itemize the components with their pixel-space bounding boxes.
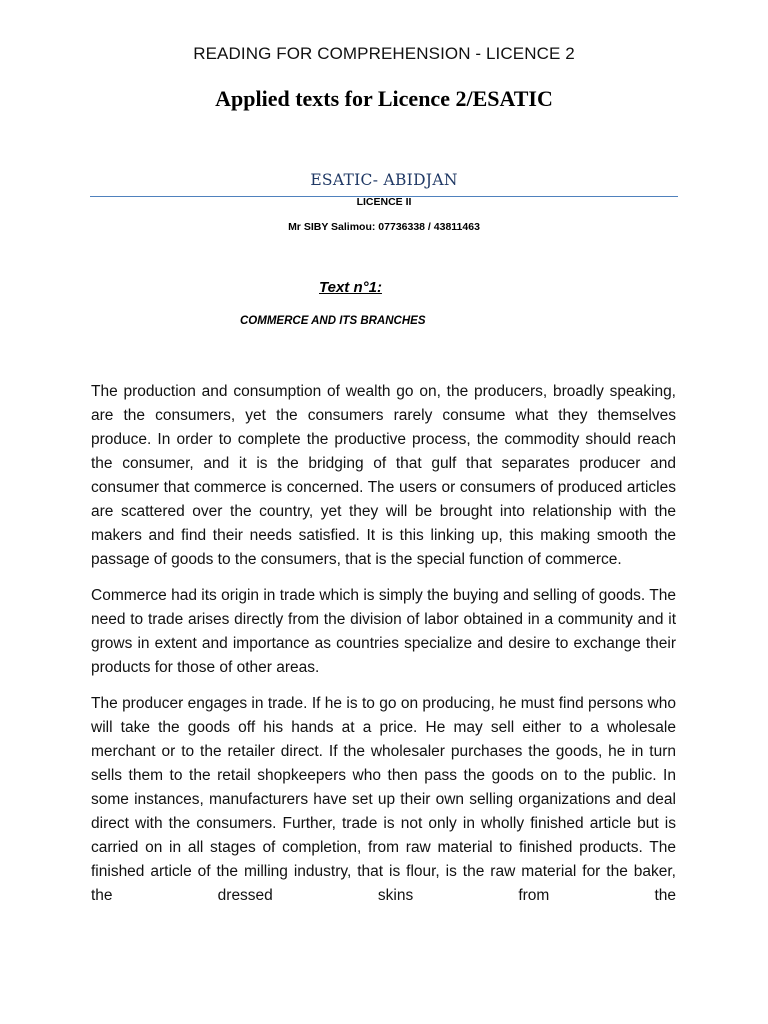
text-heading: COMMERCE AND ITS BRANCHES	[240, 315, 426, 327]
document-title: Applied texts for Licence 2/ESATIC	[215, 86, 553, 111]
level-label: LICENCE II	[356, 196, 412, 208]
teacher-contact: Mr SIBY Salimou: 07736338 / 43811463	[288, 221, 480, 233]
text-number-label: Text n°1:	[319, 279, 382, 296]
text-body	[91, 380, 676, 908]
paragraph-1: The production and consumption of wealth go on, the producers, broadly speaking, are the consumers, yet the consumers rarely consume what they themselves produce. In order to complete the productive process, the commodity should reach the consumer, and it is the bridging of that gulf that separates producer and consumer that commerce is concerned. The users or consumers of produced articles are scattered over the country, yet they will be brought into relationship with the makers and find their needs satisfied. It is this linking up, this making smooth the passage of goods to the consumers, that is the special function of commerce.	[91, 383, 676, 568]
paragraph-3: The producer engages in trade. If he is to go on producing, he must find persons who will take the goods off his hands at a price. He may sell either to a wholesale merchant or to the retailer direct. If the wholesaler purchases the goods, he in turn sells them to the retail shopkeepers who then pass the goods on to the public. In some instances, manufacturers have set up their own selling organizations and deal direct with the consumers. Further, trade is not only in wholly finished article but is carried on in all stages of completion, from raw material to finished products. The finished article of the milling industry, that is flour, is the raw material for the baker, the dressed skins from the	[91, 695, 676, 904]
paragraph-2: Commerce had its origin in trade which is simply the buying and selling of goods. The need to trade arises directly from the division of labor obtained in a community and it grows in extent and importance as countries specialize and desire to exchange their products for those of other areas.	[91, 587, 676, 676]
course-header: READING FOR COMPREHENSION - LICENCE 2	[193, 44, 575, 63]
institution-name: ESATIC- ABIDJAN	[310, 171, 458, 189]
